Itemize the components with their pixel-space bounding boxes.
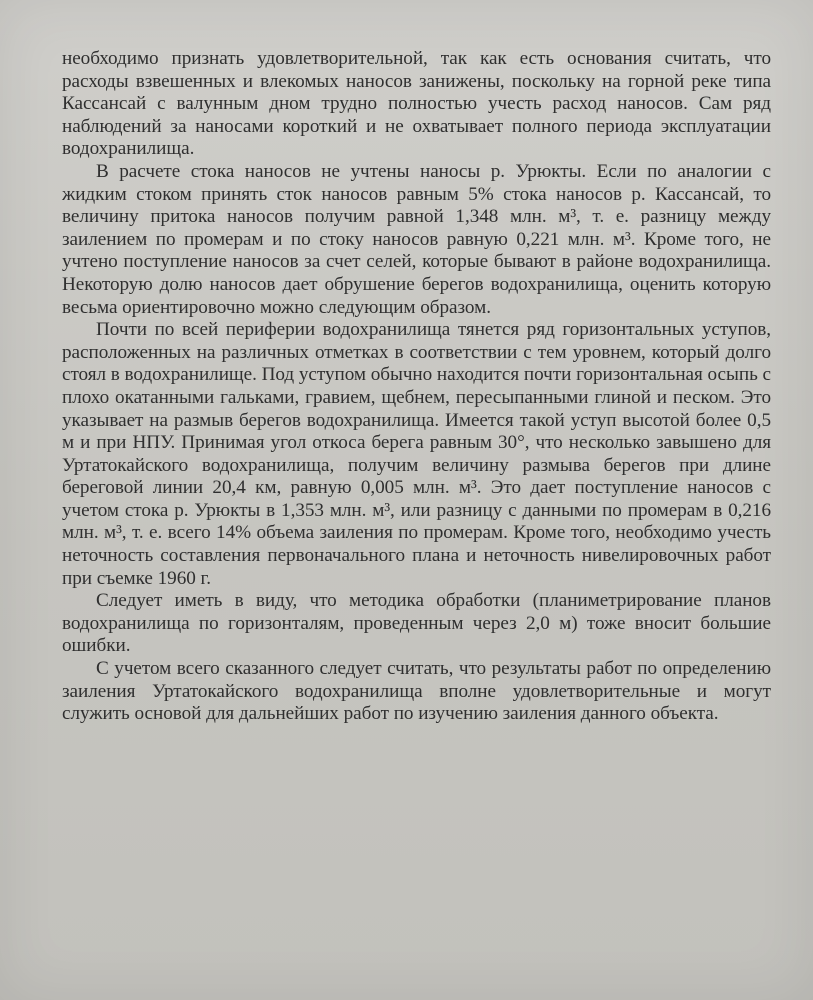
paragraph-2: В расчете стока наносов не учтены наносы р. Урюкты. Если по аналогии с жидким стоком принять сток наносов равным 5% стока наносов р. Кассансай, то величину притока наносов получим равной 1,348 млн. м³, т. е. разницу между заилением по промерам и по стоку наносов равную 0,221 млн. м³. Кроме того, не учтено поступление наносов за счет селей, которые бывают в районе водохранилища. Некоторую долю наносов дает обрушение берегов водохранилища, оценить которую весьма ориентировочно можно следующим образом. xyxy=(62,160,771,318)
paragraph-3: Почти по всей периферии водохранилища тянется ряд горизонтальных уступов, расположенных на различных отметках в соответствии с тем уровнем, который долго стоял в водохранилище. Под уступом обычно находится почти горизонтальная осыпь с плохо окатанными гальками, гравием, щебнем, пересыпанными глиной и песком. Это указывает на размыв берегов водохранилища. Имеется такой уступ высотой более 0,5 м и при НПУ. Принимая угол откоса берега равным 30°, что несколько завышено для Уртатокайского водохранилища, получим величину размыва берегов при длине береговой линии 20,4 км, равную 0,005 млн. м³. Это дает поступление наносов с учетом стока р. Урюкты в 1,353 млн. м³, или разницу с данными по промерам в 0,216 млн. м³, т. е. всего 14% объема заиления по промерам. Кроме того, необходимо учесть неточность составления первоначального плана и неточность нивелировочных работ при съемке 1960 г. xyxy=(62,319,771,589)
body-text xyxy=(62,48,771,726)
paragraph-1: необходимо признать удовлетворительной, так как есть основания считать, что расходы взвешенных и влекомых наносов занижены, поскольку на горной реке типа Кассансай с валунным дном трудно полностью учесть расход наносов. Сам ряд наблюдений за наносами короткий и не охватывает полного периода эксплуатации водохранилища. xyxy=(62,48,771,160)
paragraph-5: С учетом всего сказанного следует считать, что результаты работ по определению заиления Уртатокайского водохранилища вполне удовлетворительные и могут служить основой для дальнейших работ по изучению заиления данного объекта. xyxy=(62,658,771,725)
paragraph-4: Следует иметь в виду, что методика обработки (планиметрирование планов водохранилища по горизонталям, проведенным через 2,0 м) тоже вносит большие ошибки. xyxy=(62,590,771,657)
